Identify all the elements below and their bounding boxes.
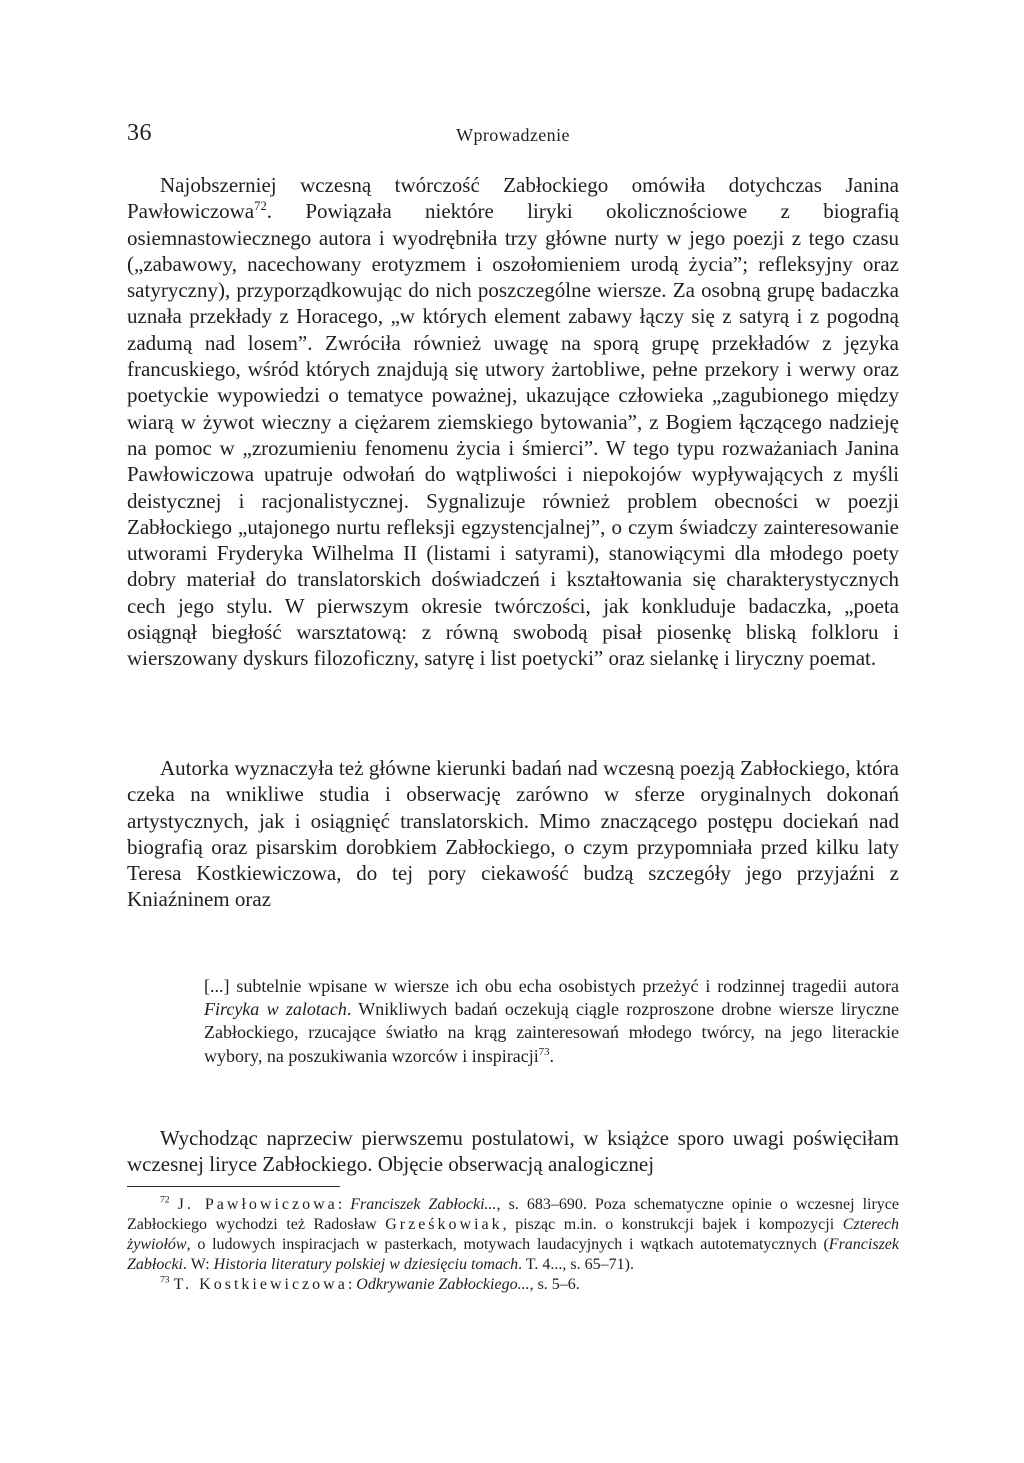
footnote-divider: [127, 1186, 340, 1187]
block-quote: [204, 975, 899, 1068]
footnote-73: $^{73}$ T. Kostkiewiczowa: Odkrywanie Zabłockiego..., s. 5–6.: [160, 1274, 580, 1293]
quote-title: Fircyka w zalotach: [204, 999, 347, 1020]
paragraph-2: [127, 755, 899, 913]
paragraph-1: [127, 172, 899, 672]
footnote-ref-72[interactable]: 72: [254, 199, 267, 214]
running-head: [127, 120, 899, 150]
footnote-author: J. Pawłowiczowa: [177, 1196, 338, 1213]
block-quote-text: [...] subtelnie wpisane w wiersze ich obu echa osobistych przeżyć i rodzinnej tragedii autora Fircyka w zalotach. Wnikliwych badań oczekują ciągle rozproszone drobne wiersze liryczne Zabłockiego, rzucające światło na krąg zainteresowań młodego twórcy, na jego literackie wybory, na poszukiwania wzorców i inspiracji$^{73}$.: [204, 976, 899, 1066]
footnote-author: T. Kostkiewiczowa: [173, 1276, 348, 1293]
paragraph-3-text: Wychodząc naprzeciw pierwszemu postulatowi, w książce sporo uwagi poświęciłam wczesnej liryce Zabłockiego. Objęcie obserwacją analogicznej: [127, 1126, 899, 1177]
paragraph-2-text: Autorka wyznaczyła też główne kierunki badań nad wczesną poezją Zabłockiego, która czeka na wnikliwe studia i obserwację zarówno w sferze oryginalnych dokonań artystycznych, jak i osiągnięć translatorskich. Mimo znaczącego postępu dociekań nad biografią oraz pisarskim dorobkiem Zabłockiego, o czym przypomniała przed kilku laty Teresa Kostkiewiczowa, do tej pory ciekawość budzą szczegóły jego przyjaźni z Kniaźninem oraz: [127, 756, 899, 912]
paragraph-1-text: Najobszerniej wczesną twórczość Zabłockiego omówiła dotychczas Janina Pawłowiczowa$^{72}$. Powiązała niektóre liryki okolicznościowe z biografią osiemnastowiecznego autora i wyodrębniła trzy główne nurty w jego poezji z tego czasu („zabawowy, nacechowany erotyzmem i oszołomieniem urodą życia”; refleksyjny oraz satyryczny), przyporządkowując do nich poszczególne wiersze. Za osobną grupę badaczka uznała przekłady z Horacego, „w których element zabawy łączy się z satyrą i z pogodną zadumą nad losem”. Zwróciła również uwagę na sporą grupę przekładów z języka francuskiego, wśród których znajdują się utwory żartobliwe, pełne przekory i werwy oraz poetyckie wypowiedzi o tematyce poważnej, ukazujące człowieka „zagubionego między wiarą w żywot wieczny a ciężarem ziemskiego bytowania”, z Bogiem łączącego nadzieję na pomoc w „zrozumieniu fenomenu życia i śmierci”. W tego typu rozważaniach Janina Pawłowiczowa upatruje odwołań do wątpliwości i niepokojów wypływających z myśli deistycznej i racjonalistycznej. Sygnalizuje również problem obecności w poezji Zabłockiego „utajonego nurtu refleksji egzystencjalnej”, o czym świadczy zainteresowanie utworami Fryderyka Wilhelma II (listami i satyrami), stanowiącymi dla młodego poety dobry materiał do translatorskich doświadczeń i kształtowania się charakterystycznych cech jego stylu. W pierwszym okresie twórczości, jak konkluduje badaczka, „poeta osiągnął biegłość warsztatową: z równą swobodą pisał piosenkę bliską folkloru i wierszowany dyskurs filozoficzny, satyrę i list poetycki” oraz sielankę i liryczny poemat.: [127, 173, 899, 671]
footnote-72: $^{72}$ J. Pawłowiczowa: Franciszek Zabłocki..., s. 683–690. Poza schematyczne opinie o wczesnej liryce Zabłockiego wychodzi też Radosław Grześkowiak, pisząc m.in. o konstrukcji bajek i kompozycji Czterech żywiołów, o ludowych inspiracjach w pasterkach, motywach laudacyjnych i wątkach autotematycznych (Franciszek Zabłocki. W: Historia literatury polskiej w dziesięciu tomach. T. 4..., s. 65–71).: [127, 1194, 899, 1273]
running-title: Wprowadzenie: [456, 125, 570, 145]
page-number: 36: [127, 120, 152, 146]
footnotes: [127, 1195, 899, 1295]
paragraph-3: [127, 1125, 899, 1178]
footnote-ref-73[interactable]: 73: [538, 1045, 550, 1058]
